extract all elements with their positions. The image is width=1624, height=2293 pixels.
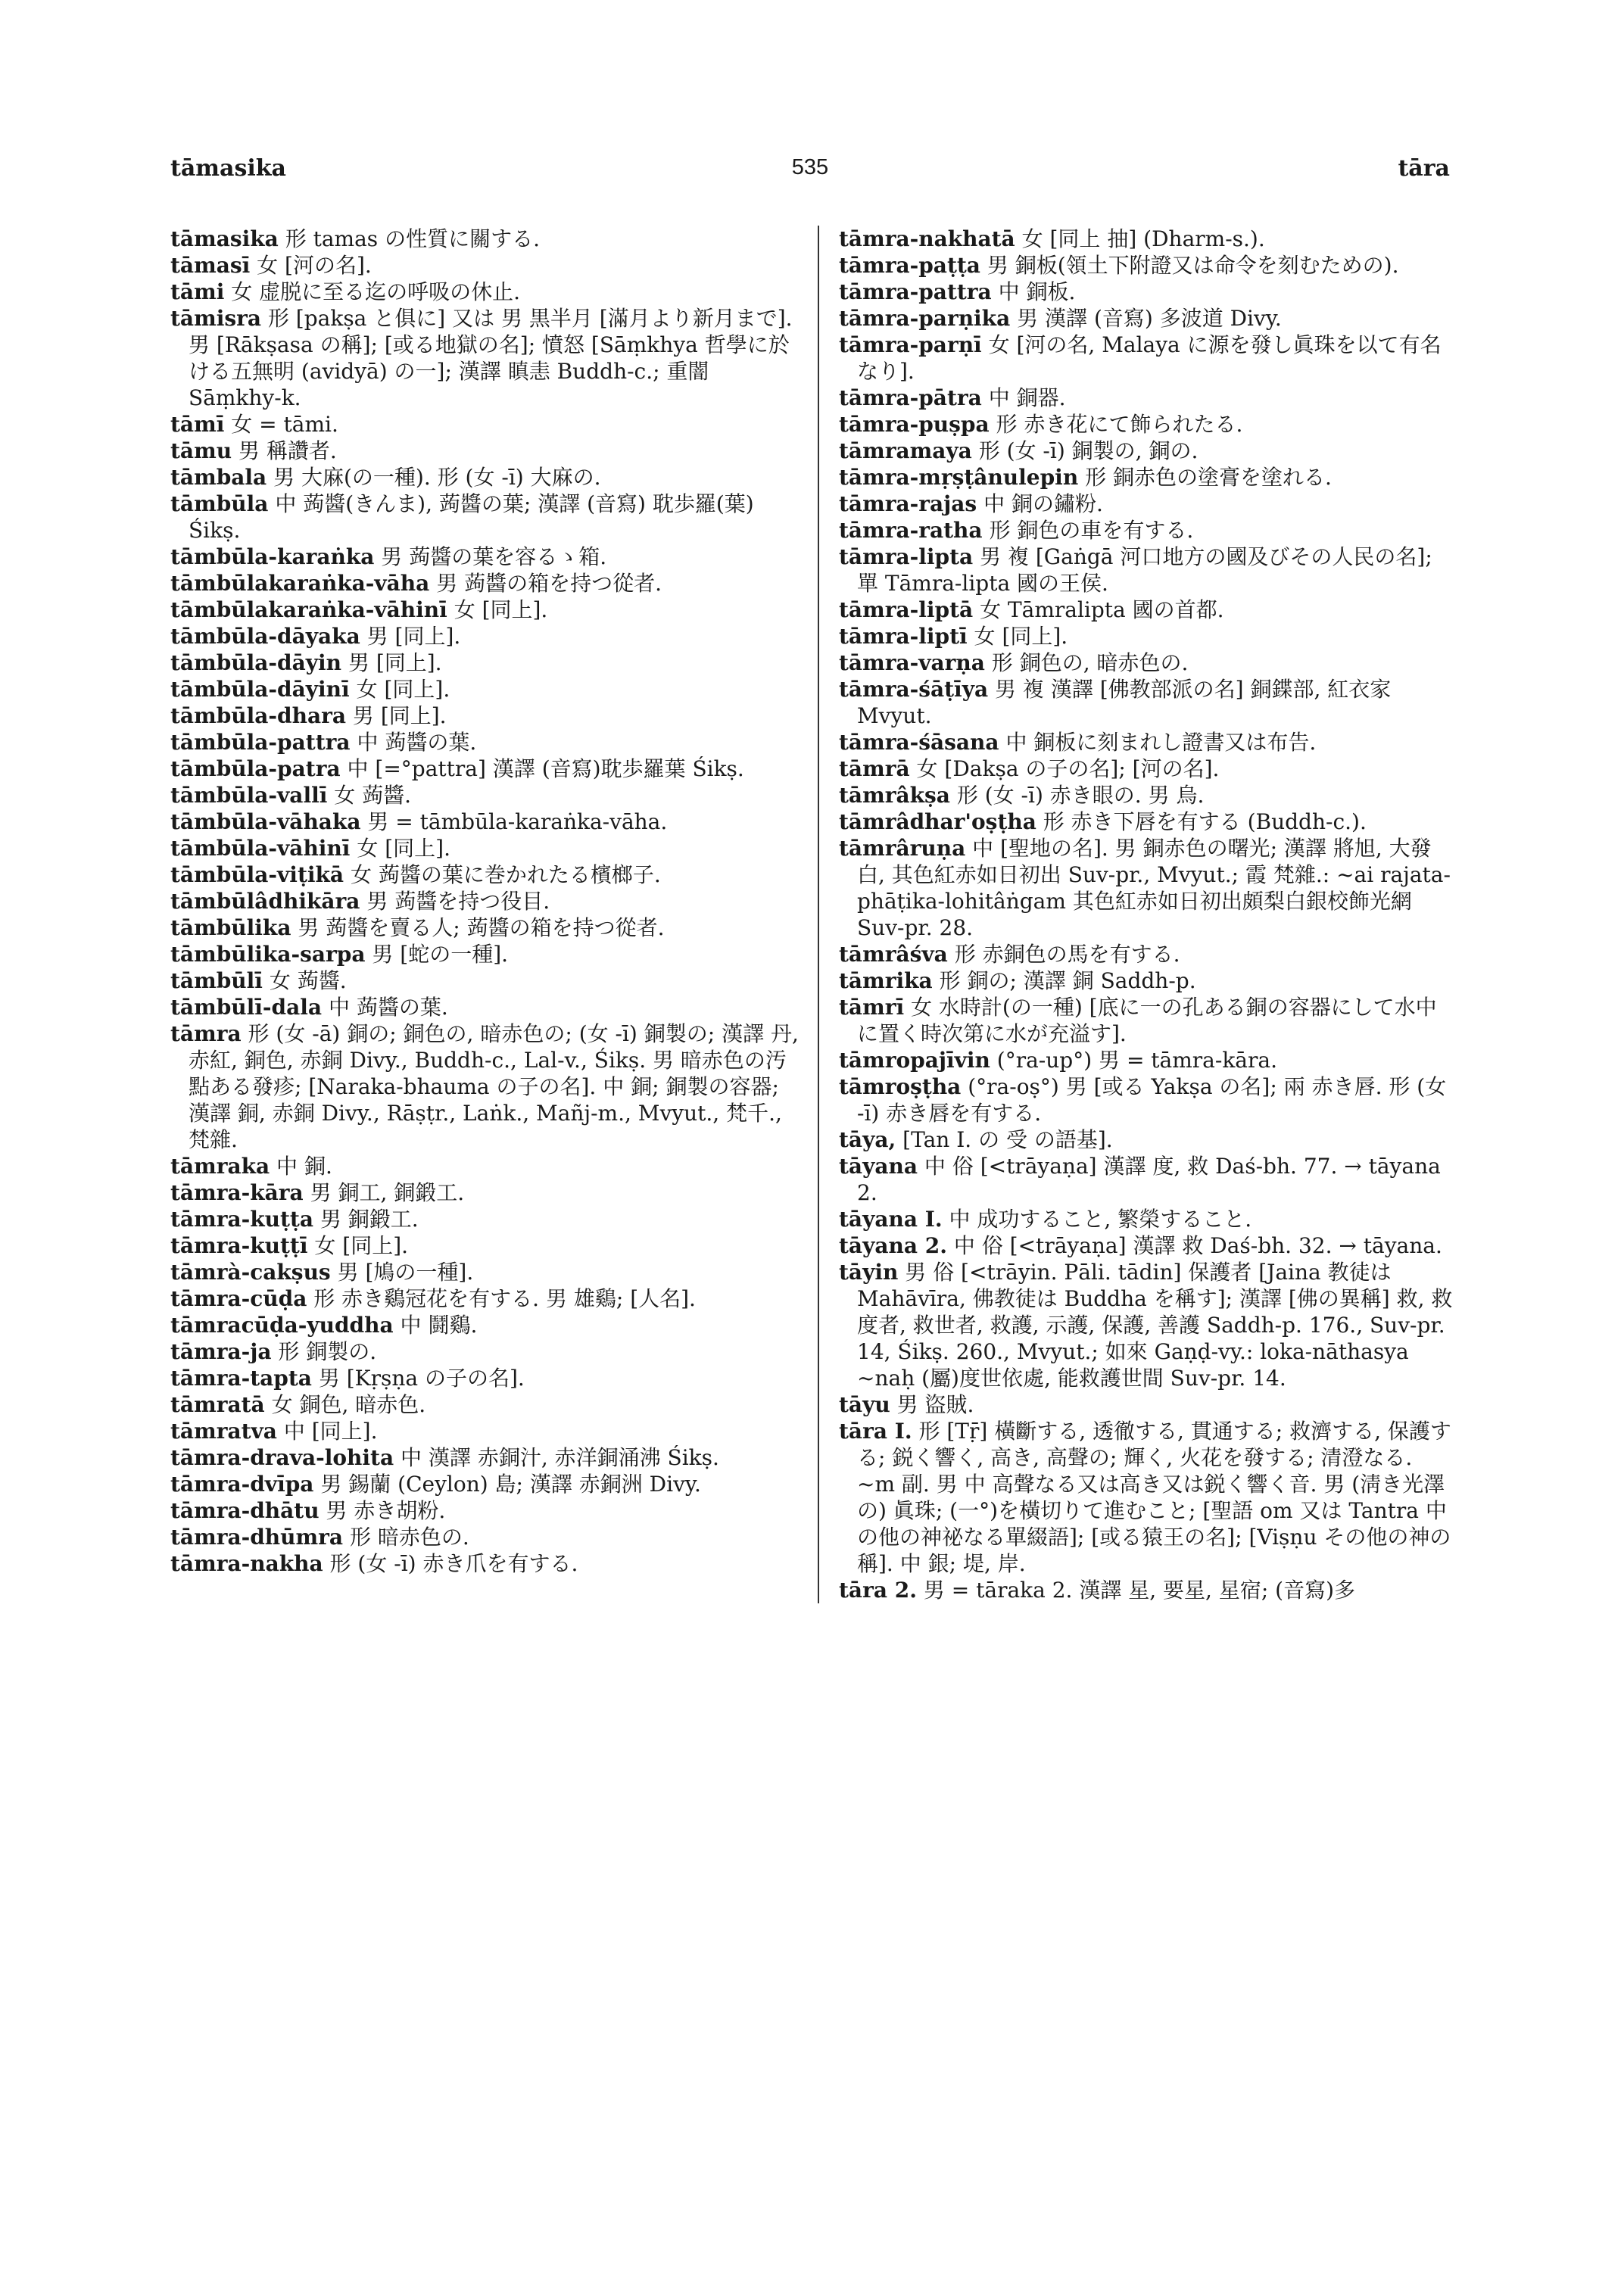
entry-definition: 中 漢譯 赤銅汁, 赤洋銅涌沸 Śikṣ. — [401, 1445, 719, 1470]
right-column — [818, 226, 1455, 1603]
dictionary-entry — [819, 252, 1455, 279]
dictionary-entry — [819, 332, 1455, 385]
entry-definition: 男 銅板(領土下附證又は命令を刻むための). — [987, 253, 1399, 278]
entry-headword: tāmbūlâdhikāra — [170, 889, 360, 914]
entry-headword: tāmi — [170, 279, 225, 304]
dictionary-entry — [819, 1259, 1455, 1391]
entry-definition: 女 蒟醬の葉に巻かれたる檳榔子. — [350, 862, 661, 887]
entry-headword: tāmbūla-dāyinī — [170, 677, 350, 702]
entry-headword: tāmbūla — [170, 491, 269, 516]
entry-headword: tāmbūla-dāyin — [170, 650, 342, 675]
entry-definition: 女 [同上]. — [454, 597, 548, 622]
entry-definition: 男 [同上]. — [352, 703, 447, 728]
entry-headword: tāmra-kuṭṭa — [170, 1207, 313, 1232]
entry-headword: tāmratva — [170, 1419, 277, 1444]
entry-headword: tāmbūla-dāyaka — [170, 624, 360, 649]
dictionary-entry — [819, 676, 1455, 729]
entry-definition: 中 蒟醬(きんま), 蒟醬の葉; 漢譯 (音寫) 耽歩羅(葉) Śikṣ. — [189, 491, 754, 543]
entry-headword: tāmbūla-vallī — [170, 783, 328, 808]
entry-definition: 形 (女 -ī) 赤き爪を有する. — [329, 1551, 578, 1576]
dictionary-entry — [819, 385, 1455, 411]
entry-definition: 男 [同上]. — [366, 624, 461, 649]
dictionary-entry — [819, 1126, 1455, 1153]
entry-definition: 男 赤き胡粉. — [326, 1498, 446, 1523]
dictionary-entry — [170, 1285, 799, 1312]
dictionary-entry — [170, 279, 799, 305]
dictionary-entry — [170, 835, 799, 861]
entry-definition: 男 蒟醬を賣る人; 蒟醬の箱を持つ從者. — [298, 915, 665, 940]
entry-headword: tāmasika — [170, 226, 279, 251]
dictionary-entry — [170, 570, 799, 597]
dictionary-entry — [170, 888, 799, 914]
entry-definition: 形 赤銅色の馬を有する. — [954, 942, 1180, 967]
entry-definition: 女 [同上 抽] (Dharm-s.). — [1021, 226, 1265, 251]
dictionary-entry — [170, 438, 799, 464]
entry-definition: 中 [同上]. — [283, 1419, 378, 1444]
entry-definition: 男 大麻(の一種). 形 (女 -ī) 大麻の. — [273, 465, 601, 490]
dictionary-entry — [170, 782, 799, 808]
entry-definition: 形 (女 -ā) 銅の; 銅色の, 暗赤色の; (女 -ī) 銅製の; 漢譯 丹, 赤紅, 銅色, 赤銅 Divy., Buddh-c., Lal-v., Śikṣ. 男 暗赤色の汚點ある發疹; [Naraka-bhauma の子の名]. 中 銅; 銅製の容器; 漢譯 銅, 赤銅 Divy., Rāṣṭr., Laṅk., Mañj-m., Mvyut., 梵千., 梵雜. — [189, 1021, 799, 1152]
entry-headword: tāyana I. — [839, 1207, 943, 1232]
entry-definition: 男 銅工, 銅鍛工. — [310, 1180, 465, 1205]
entry-headword: tāmra-pātra — [839, 385, 982, 410]
entry-headword: tāmrā — [839, 756, 910, 781]
entry-headword: tāmra-lipta — [839, 544, 974, 569]
entry-definition: 形 銅の; 漢譯 銅 Saddh-p. — [939, 968, 1196, 993]
left-running-headword: tāmasika — [170, 155, 286, 182]
entry-definition: 形 銅赤色の塗膏を塗れる. — [1085, 465, 1332, 490]
dictionary-entry — [170, 1418, 799, 1444]
dictionary-entry — [170, 1259, 799, 1285]
dictionary-entry — [819, 808, 1455, 835]
dictionary-entry — [170, 464, 799, 491]
dictionary-entry — [170, 650, 799, 676]
entry-definition: 形 (女 -ī) 赤き眼の. 男 烏. — [956, 783, 1205, 808]
dictionary-entry — [819, 438, 1455, 464]
entry-definition: 男 蒟醬を持つ役目. — [366, 889, 550, 914]
entry-headword: tāyana — [839, 1154, 918, 1179]
entry-definition: [Tan I. の 受 の語基]. — [902, 1127, 1113, 1152]
entry-definition: 中 銅板に刻まれし證書又は布告. — [1005, 730, 1317, 755]
dictionary-entry — [170, 1524, 799, 1550]
entry-headword: tāmra-parṇī — [839, 332, 982, 357]
dictionary-entry — [819, 517, 1455, 544]
dictionary-entry — [170, 1153, 799, 1179]
entry-headword: tāmra-kāra — [170, 1180, 304, 1205]
entry-headword: tāmra-nakhatā — [839, 226, 1015, 251]
entry-definition: 中 銅板. — [998, 279, 1076, 304]
entry-definition: 形 赤き花にて飾られたる. — [996, 412, 1243, 437]
entry-definition: 男 = tāraka 2. 漢譯 星, 要星, 星宿; (音寫)多 — [923, 1578, 1356, 1603]
dictionary-entry — [819, 464, 1455, 491]
dictionary-entry — [170, 1497, 799, 1524]
dictionary-entry — [819, 279, 1455, 305]
page-header — [170, 155, 1450, 193]
entry-definition: 中 銅. — [276, 1154, 332, 1179]
entry-definition: (°ra-oṣ°) 男 [或る Yakṣa の名]; 兩 赤き唇. 形 (女 -ī) 赤き唇を有する. — [857, 1074, 1447, 1126]
entry-definition: 形 暗赤色の. — [349, 1525, 469, 1550]
dictionary-entry — [170, 1020, 799, 1153]
entry-headword: tāmbūlika — [170, 915, 291, 940]
entry-definition: 男 漢譯 (音寫) 多波道 Divy. — [1017, 306, 1282, 331]
entry-definition: 女 Tāmralipta 國の首都. — [980, 597, 1224, 622]
entry-definition: 女 虚脱に至る迄の呼吸の休止. — [231, 279, 521, 304]
entry-headword: tāmra-śāṭīya — [839, 677, 989, 702]
entry-headword: tāmra-tapta — [170, 1366, 312, 1391]
entry-headword: tāmracūḍa-yuddha — [170, 1313, 394, 1338]
dictionary-entry — [819, 1577, 1455, 1603]
entry-definition: 男 俗 [<trāyin. Pāli. tādin] 保護者 [Jaina 教徒は Mahāvīra, 佛教徒は Buddha を稱す]; 漢譯 [佛の異稱] 救, 救度者, 救世者, 救護, 示護, 保護, 善護 Saddh-p. 176., Suv-pr. 14, Śikṣ. 260., Mvyut.; 如來 Gaṇḍ-vy.: loka-nāthasya ~naḥ (屬)度世依處, 能救護世間 Suv-pr. 14. — [857, 1260, 1453, 1391]
dictionary-entry — [170, 1312, 799, 1338]
entry-headword: tāmra-drava-lohita — [170, 1445, 394, 1470]
entry-headword: tāya, — [839, 1127, 896, 1152]
entry-definition: 男 錫蘭 (Ceylon) 島; 漢譯 赤銅洲 Divy. — [320, 1472, 701, 1497]
entry-definition: 女 [同上]. — [974, 624, 1068, 649]
entry-definition: 女 [同上]. — [357, 836, 451, 861]
entry-definition: 男 複 漢譯 [佛教部派の名] 銅鍱部, 紅衣家 Mvyut. — [857, 677, 1392, 728]
dictionary-entry — [819, 782, 1455, 808]
entry-headword: tāmbūla-dhara — [170, 703, 347, 728]
entry-definition: 男 複 [Gaṅgā 河口地方の國及びその人民の名]; 單 Tāmra-lipta 國の王侯. — [857, 544, 1432, 596]
dictionary-entry — [170, 1471, 799, 1497]
dictionary-entry — [819, 994, 1455, 1047]
dictionary-entry — [170, 491, 799, 544]
dictionary-entry — [170, 623, 799, 650]
dictionary-entry — [170, 941, 799, 967]
dictionary-entry — [819, 305, 1455, 332]
entry-definition: 男 [Kṛṣṇa の子の名]. — [318, 1366, 525, 1391]
dictionary-entry — [170, 1391, 799, 1418]
entry-definition: 中 蒟醬の葉. — [328, 995, 448, 1020]
dictionary-entry — [170, 729, 799, 756]
dictionary-entry — [170, 1338, 799, 1365]
entry-headword: tāmra-cūḍa — [170, 1286, 307, 1311]
dictionary-entry — [819, 835, 1455, 941]
entry-headword: tāyana 2. — [839, 1233, 947, 1258]
entry-definition: 女 蒟醬. — [269, 968, 347, 993]
entry-definition: 中 銅の鏽粉. — [983, 491, 1103, 516]
entry-headword: tāmra-nakha — [170, 1551, 323, 1576]
entry-definition: 中 成功すること, 繁榮すること. — [949, 1207, 1252, 1232]
page-number: 535 — [791, 155, 829, 179]
entry-definition: 女 [同上]. — [356, 677, 450, 702]
dictionary-entry — [819, 623, 1455, 650]
dictionary-entry — [170, 861, 799, 888]
entry-headword: tāmra-dhūmra — [170, 1525, 344, 1550]
dictionary-entry — [819, 729, 1455, 756]
entry-headword: tāmra-kuṭṭī — [170, 1233, 308, 1258]
dictionary-entry — [819, 756, 1455, 782]
entry-headword: tāmbūla-vāhaka — [170, 809, 361, 834]
entry-headword: tāmraka — [170, 1154, 270, 1179]
entry-headword: tāmra-mṛṣṭânulepin — [839, 465, 1079, 490]
entry-headword: tāmbūla-karaṅka — [170, 544, 375, 569]
entry-headword: tāmbūla-patra — [170, 756, 341, 781]
dictionary-entry — [819, 597, 1455, 623]
entry-headword: tāmbūlakaraṅka-vāha — [170, 571, 430, 596]
entry-headword: tāmra-rajas — [839, 491, 977, 516]
entry-headword: tāmrâkṣa — [839, 783, 950, 808]
dictionary-entry — [819, 411, 1455, 438]
entry-headword: tāmrâśva — [839, 942, 948, 967]
entry-headword: tāmra-śāsana — [839, 730, 999, 755]
entry-definition: 男 [蛇の一種]. — [372, 942, 509, 967]
dictionary-entry — [170, 1365, 799, 1391]
entry-headword: tāyu — [839, 1392, 890, 1417]
entry-headword: tāmra-ja — [170, 1339, 272, 1364]
entry-headword: tāmropajīvin — [839, 1048, 990, 1073]
dictionary-entry — [170, 1206, 799, 1232]
dictionary-entry — [819, 650, 1455, 676]
entry-headword: tāmrà-cakṣus — [170, 1260, 331, 1285]
dictionary-entry — [170, 226, 799, 252]
entry-definition: 中 俗 [<trāyaṇa] 漢譯 救 Daś-bh. 32. → tāyana. — [953, 1233, 1442, 1258]
entry-definition: 女 蒟醬. — [334, 783, 412, 808]
left-column — [170, 226, 799, 1577]
dictionary-entry — [819, 941, 1455, 967]
entry-definition: 男 銅鍛工. — [320, 1207, 419, 1232]
dictionary-entry — [170, 756, 799, 782]
entry-definition: 形 赤き鷄冠花を有する. 男 雄鷄; [人名]. — [313, 1286, 696, 1311]
entry-definition: 形 [Tṝ] 橫斷する, 透徹する, 貫通する; 救濟する, 保護する; 鋭く響く, 高き, 高聲の; 輝く, 火花を發する; 清澄なる. ~m 副. 男 中 高聲なる又は高き又は鋭く響く音. 男 (淸き光澤の) 眞珠; (一°)を橫切りて進むこと; [聖語 om 又は Tantra 中の他の神祕なる單綴語]; [或る猿王の名]; [Viṣṇu その他の神の稱]. 中 銀; 堤, 岸. — [857, 1419, 1451, 1576]
entry-definition: 男 = tāmbūla-karaṅka-vāha. — [367, 809, 668, 834]
entry-definition: 形 銅色の, 暗赤色の. — [991, 650, 1189, 675]
dictionary-entry — [170, 994, 799, 1020]
entry-headword: tāmisra — [170, 306, 261, 331]
entry-definition: 形 赤き下唇を有する (Buddh-c.). — [1043, 809, 1367, 834]
dictionary-entry — [819, 1418, 1455, 1577]
dictionary-entry — [170, 703, 799, 729]
entry-headword: tāmbūlī — [170, 968, 263, 993]
entry-headword: tāmu — [170, 438, 232, 463]
entry-headword: tāmrâdhar'oṣṭha — [839, 809, 1036, 834]
entry-definition: 中 [=°pattra] 漢譯 (音寫)耽歩羅葉 Śikṣ. — [347, 756, 744, 781]
dictionary-entry — [170, 1550, 799, 1577]
entry-definition: 形 銅製の. — [278, 1339, 377, 1364]
dictionary-entry — [170, 252, 799, 279]
entry-definition: 女 [河の名]. — [257, 253, 372, 278]
entry-headword: tāmra-liptī — [839, 624, 968, 649]
entry-headword: tāmra-dvīpa — [170, 1472, 314, 1497]
entry-headword: tāmra-parṇika — [839, 306, 1011, 331]
dictionary-entry — [170, 914, 799, 941]
entry-headword: tāra I. — [839, 1419, 912, 1444]
entry-definition: 形 (女 -ī) 銅製の, 銅の. — [978, 438, 1199, 463]
dictionary-entry — [170, 597, 799, 623]
dictionary-entry — [170, 1444, 799, 1471]
entry-definition: 男 稱讚者. — [238, 438, 337, 463]
entry-definition: 形 tamas の性質に關する. — [285, 226, 540, 251]
entry-definition: 中 銅器. — [988, 385, 1066, 410]
dictionary-entry — [819, 544, 1455, 597]
entry-definition: (°ra-up°) 男 = tāmra-kāra. — [996, 1048, 1277, 1073]
entry-headword: tāyin — [839, 1260, 899, 1285]
dictionary-entry — [819, 1206, 1455, 1232]
entry-definition: 男 蒟醬の箱を持つ從者. — [436, 571, 662, 596]
entry-headword: tāmramaya — [839, 438, 972, 463]
dictionary-entry — [170, 411, 799, 438]
entry-definition: 男 蒟醬の葉を容るゝ箱. — [381, 544, 607, 569]
dictionary-entry — [170, 808, 799, 835]
dictionary-entry — [819, 967, 1455, 994]
entry-definition: 中 蒟醬の葉. — [357, 730, 477, 755]
dictionary-entry — [170, 544, 799, 570]
entry-headword: tāmratā — [170, 1392, 265, 1417]
entry-headword: tāmrika — [839, 968, 933, 993]
entry-headword: tāmbūla-pattra — [170, 730, 351, 755]
entry-definition: 女 [同上]. — [314, 1233, 409, 1258]
entry-headword: tāmroṣṭha — [839, 1074, 962, 1099]
entry-definition: 男 [同上]. — [348, 650, 442, 675]
dictionary-entry — [819, 1047, 1455, 1073]
entry-definition: 女 = tāmi. — [231, 412, 338, 437]
dictionary-entry — [819, 1153, 1455, 1206]
dictionary-entry — [819, 1391, 1455, 1418]
entry-headword: tāmrī — [839, 995, 905, 1020]
right-running-headword: tāra — [1398, 155, 1450, 182]
entry-definition: 形 [pakṣa と俱に] 又は 男 黒半月 [滿月より新月まで]. 男 [Rākṣasa の稱]; [或る地獄の名]; 憤怒 [Sāṃkhya 哲學に於ける五無明 (avidyā) の一]; 漢譯 瞋恚 Buddh-c.; 重闇 Sāṃkhy-k. — [189, 306, 793, 410]
entry-definition: 中 [聖地の名]. 男 銅赤色の曙光; 漢譯 將旭, 大發白, 其色紅赤如日初出 Suv-pr., Mvyut.; 霞 梵雜.: ~ai rajata-phāṭika-lohitâṅgam 其色紅赤如日初出頗梨白銀校飾光網 Suv-pr. 28. — [857, 836, 1451, 940]
dictionary-entry — [819, 1232, 1455, 1259]
entry-headword: tāra 2. — [839, 1578, 917, 1603]
dictionary-entry — [170, 676, 799, 703]
entry-headword: tāmrâruṇa — [839, 836, 966, 861]
entry-definition: 女 [河の名, Malaya に源を發し眞珠を以て有名なり]. — [857, 332, 1442, 384]
entry-definition: 女 銅色, 暗赤色. — [271, 1392, 426, 1417]
dictionary-entry — [819, 1073, 1455, 1126]
entry-headword: tāmra-liptā — [839, 597, 974, 622]
dictionary-entry — [819, 491, 1455, 517]
entry-definition: 中 鬪鷄. — [400, 1313, 478, 1338]
entry-definition: 形 銅色の車を有する. — [989, 518, 1194, 543]
entry-headword: tāmbala — [170, 465, 267, 490]
dictionary-entry — [170, 305, 799, 411]
entry-headword: tāmbūlakaraṅka-vāhinī — [170, 597, 447, 622]
entry-headword: tāmbūla-vāhinī — [170, 836, 351, 861]
entry-headword: tāmra — [170, 1021, 242, 1046]
entry-headword: tāmbūla-viṭikā — [170, 862, 344, 887]
entry-headword: tāmasī — [170, 253, 251, 278]
entry-definition: 男 [鳩の一種]. — [337, 1260, 474, 1285]
entry-headword: tāmbūlī-dala — [170, 995, 323, 1020]
entry-headword: tāmra-puṣpa — [839, 412, 990, 437]
entry-headword: tāmra-varṇa — [839, 650, 985, 675]
dictionary-entry — [170, 967, 799, 994]
entry-headword: tāmra-paṭṭa — [839, 253, 980, 278]
entry-headword: tāmbūlika-sarpa — [170, 942, 366, 967]
entry-definition: 女 水時計(の一種) [底に一の孔ある銅の容器にして水中に置く時次第に水が充溢す]. — [857, 995, 1437, 1046]
entry-headword: tāmī — [170, 412, 225, 437]
entry-headword: tāmra-pattra — [839, 279, 992, 304]
entry-definition: 中 俗 [<trāyaṇa] 漢譯 度, 救 Daś-bh. 77. → tāyana 2. — [857, 1154, 1441, 1205]
dictionary-entry — [170, 1179, 799, 1206]
dictionary-entry — [170, 1232, 799, 1259]
entry-headword: tāmra-dhātu — [170, 1498, 320, 1523]
entry-definition: 女 [Dakṣa の子の名]; [河の名]. — [916, 756, 1220, 781]
dictionary-entry — [819, 226, 1455, 252]
entry-headword: tāmra-ratha — [839, 518, 983, 543]
entry-definition: 男 盜賊. — [896, 1392, 974, 1417]
